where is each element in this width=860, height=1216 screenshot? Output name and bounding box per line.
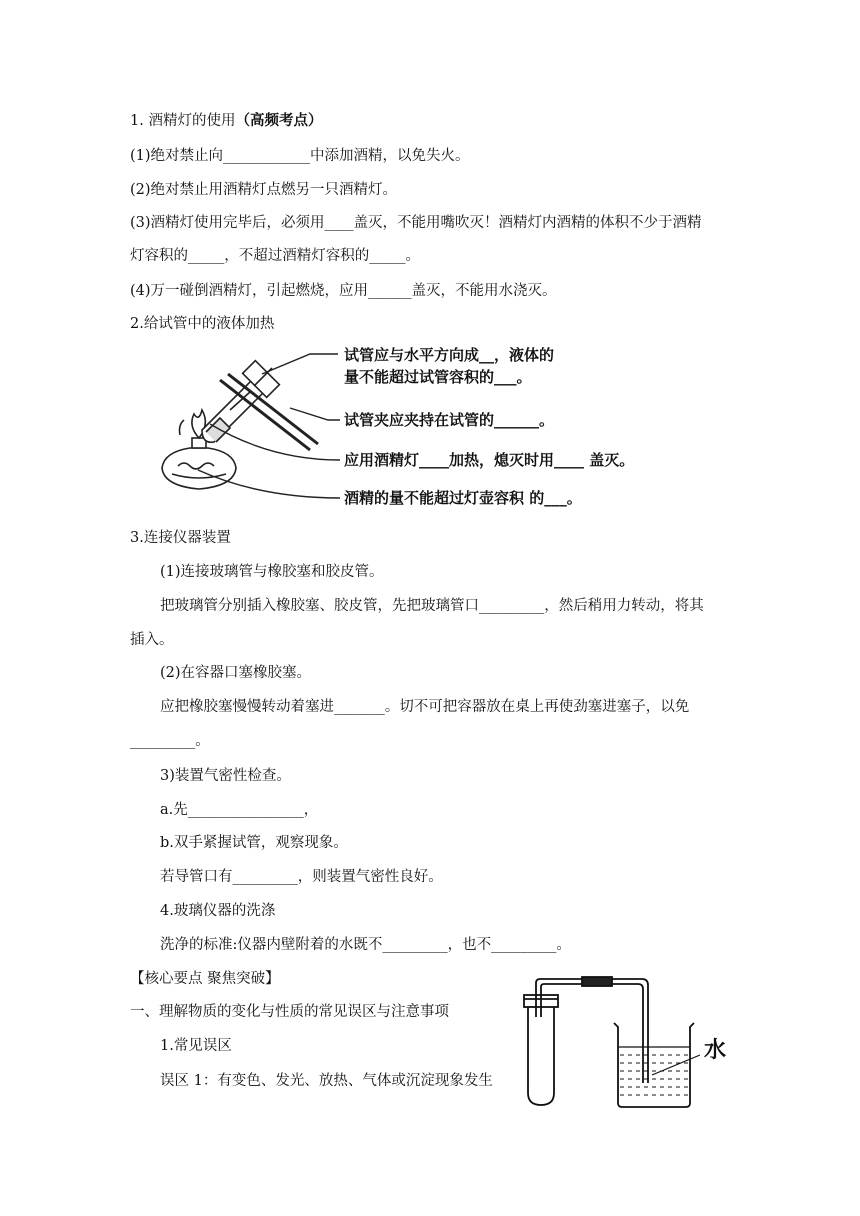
- rubber-tube: [582, 977, 612, 986]
- water-label: 水: [704, 1038, 727, 1063]
- beaker: [614, 1023, 694, 1107]
- core-line-1: 一、理解物质的变化与性质的常见误区与注意事项: [130, 1004, 449, 1020]
- annotation-heating: 应用酒精灯____加热，熄灭时用____ 盖灭。: [344, 451, 635, 469]
- section-3-title: 3.连接仪器装置: [130, 530, 231, 546]
- section-2-title: 2.给试管中的液体加热: [130, 316, 275, 332]
- test-tube-drawing: [202, 361, 318, 450]
- annotation-angle-line-1: 试管应与水平方向成__，液体的: [344, 346, 555, 364]
- s3-line-8: a.先________________，: [160, 802, 319, 818]
- section-1-title-note: （高频考点）: [235, 112, 323, 129]
- annotation-alcohol-amount: 酒精的量不能超过灯壶容积 的___。: [344, 489, 582, 507]
- annotation-holder: 试管夹应夹持在试管的______。: [344, 411, 555, 429]
- s3-line-9: b.双手紧握试管，观察现象。: [160, 835, 348, 851]
- water-dashes: [620, 1055, 688, 1095]
- s3-line-7: 3)装置气密性检查。: [160, 768, 291, 784]
- s3-line-5: 应把橡胶塞慢慢转动着塞进_______。切不可把容器放在桌上再使劲塞进塞子，以免: [160, 699, 690, 715]
- s3-line-6: _________。: [130, 733, 210, 749]
- s3-line-4: (2)在容器口塞橡胶塞。: [160, 665, 312, 681]
- s1-line-3: (3)酒精灯使用完毕后，必须用____盖灭，不能用嘴吹灭！酒精灯内酒精的体积不少于酒精: [130, 215, 702, 231]
- core-line-3: 误区 1：有变色、发光、放热、气体或沉淀现象发生: [160, 1073, 493, 1089]
- s3-line-10: 若导管口有_________，则装置气密性良好。: [160, 869, 443, 885]
- s3-line-1: (1)连接玻璃管与橡胶塞和胶皮管。: [160, 564, 384, 580]
- s1-line-2: (2)绝对禁止用酒精灯点燃另一只酒精灯。: [130, 182, 398, 198]
- s1-line-5: (4)万一碰倒酒精灯，引起燃烧，应用______盖灭，不能用水浇灭。: [130, 283, 557, 299]
- test-tube: [528, 1005, 554, 1105]
- s4-line-1: 洗净的标准:仪器内壁附着的水既不_________，也不_________。: [160, 937, 571, 953]
- annotation-angle-line-2: 量不能超过试管容积的___。: [344, 368, 532, 386]
- section-4-title: 4.玻璃仪器的洗涤: [160, 903, 276, 919]
- section-1-title: [130, 111, 322, 131]
- s3-line-3: 插入。: [130, 632, 174, 648]
- s1-line-4: 灯容积的_____，不超过酒精灯容积的_____。: [130, 248, 420, 264]
- core-title: 【核心要点 聚焦突破】: [130, 971, 280, 987]
- test-tube-heating-figure: [150, 340, 730, 515]
- s3-line-2: 把玻璃管分别插入橡胶塞、胶皮管，先把玻璃管口_________，然后稍用力转动，将其: [160, 598, 704, 614]
- airtightness-check-figure: [510, 975, 760, 1115]
- core-line-2: 1.常见误区: [160, 1038, 232, 1054]
- s1-line-1: (1)绝对禁止向____________中添加酒精，以免失火。: [130, 148, 470, 164]
- section-1-title-text: 1. 酒精灯的使用: [130, 113, 236, 129]
